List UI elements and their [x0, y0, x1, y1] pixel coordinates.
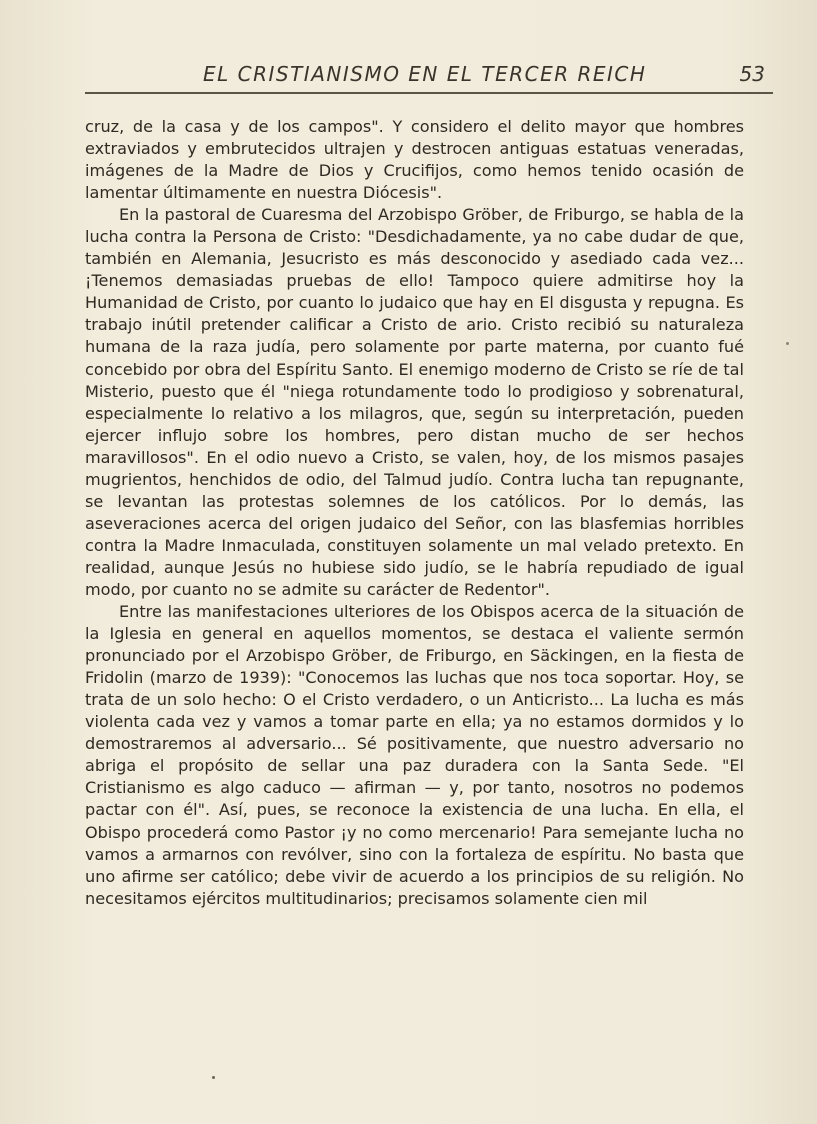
running-header [85, 62, 773, 94]
margin-speck [786, 342, 789, 345]
paragraph: En la pastoral de Cuaresma del Arzobispo Gröber, de Friburgo, se habla de la lucha contra la Persona de Cristo: "Desdichadamente, ya no cabe dudar de que, también en Alemania, Jesucristo es más desconocido y asediado cada vez... ¡Tenemos demasiadas pruebas de ello! Tampoco quiere admitirse hoy la Humanidad de Cristo, por cuanto lo judaico que hay en El disgusta y repugna. Es trabajo inútil pretender calificar a Cristo de ario. Cristo recibió su naturaleza humana de la raza judía, pero solamente por parte materna, por cuanto fué concebido por obra del Espíritu Santo. El enemigo moderno de Cristo se ríe de tal Misterio, puesto que él "niega rotundamente todo lo prodigioso y sobrenatural, especialmente lo relativo a los milagros, que, según su interpretación, pueden ejercer influjo sobre los hombres, pero distan mucho de ser hechos maravillosos". En el odio nuevo a Cristo, se valen, hoy, de los mismos pasajes mugrientos, henchidos de odio, del Talmud judío. Contra lucha tan repugnante, se levantan las protestas solemnes de los católicos. Por lo demás, las aseveraciones acerca del origen judaico del Señor, con las blasfemias horribles contra la Madre Inmaculada, constituyen solamente un mal velado pretexto. En realidad, aunque Jesús no hubiese sido judío, se le habría repudiado de igual modo, por cuanto no se admite su carácter de Redentor". [85, 205, 744, 599]
header-rule [85, 92, 773, 94]
paragraph: cruz, de la casa y de los campos". Y considero el delito mayor que hombres extraviados y embrutecidos ultrajen y destrocen antiguas estatuas veneradas, imágenes de la Madre de Dios y Crucifijos, como hemos tenido ocasión de lamentar últimamente en nuestra Diócesis". [85, 117, 744, 203]
body-text [85, 116, 744, 910]
ink-speck [212, 1076, 215, 1079]
page-number: 53 [739, 62, 765, 86]
running-title: EL CRISTIANISMO EN EL TERCER REICH [203, 62, 647, 86]
paragraph: Entre las manifestaciones ulteriores de los Obispos acerca de la situación de la Iglesia en general en aquellos momentos, se destaca el valiente sermón pronunciado por el Arzobispo Gröber, de Friburgo, en Säckingen, en la fiesta de Fridolin (marzo de 1939): "Conocemos las luchas que nos toca soportar. Hoy, se trata de un solo hecho: O el Cristo verdadero, o un Anticristo... La lucha es más violenta cada vez y vamos a tomar parte en ella; ya no estamos dormidos y lo demostraremos al adversario... Sé positivamente, que nuestro adversario no abriga el propósito de sellar una paz duradera con la Santa Sede. "El Cristianismo es algo caduco — afirman — y, por tanto, nosotros no podemos pactar con él". Así, pues, se reconoce la existencia de una lucha. En ella, el Obispo procederá como Pastor ¡y no como mercenario! Para semejante lucha no vamos a armarnos con revólver, sino con la fortaleza de espíritu. No basta que uno afirme ser católico; debe vivir de acuerdo a los principios de su religión. No necesitamos ejércitos multitudinarios; precisamos solamente cien mil [85, 602, 744, 908]
